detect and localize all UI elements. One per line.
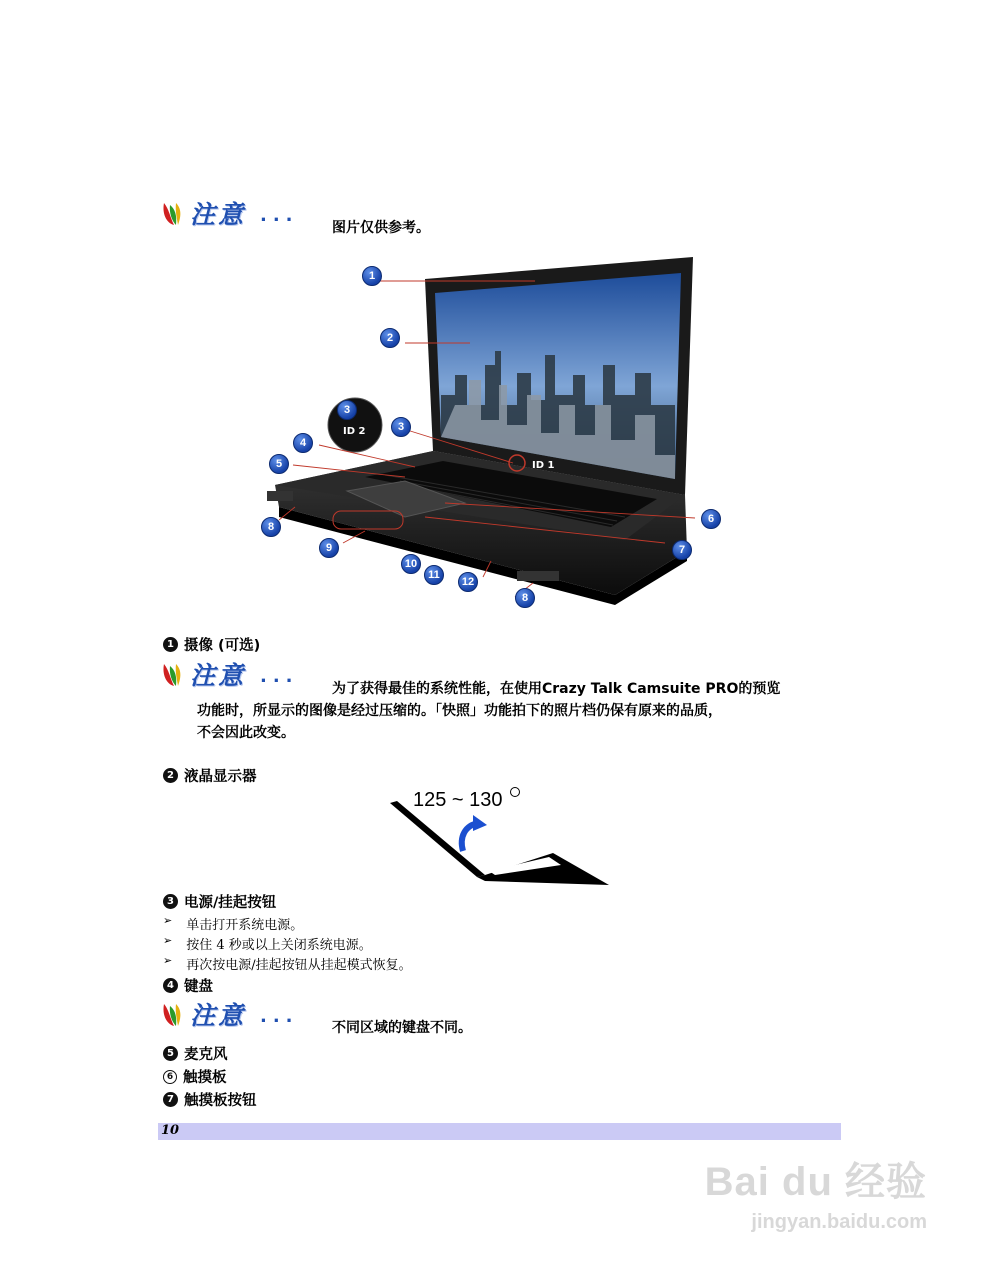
section-title: 摄像 (可选) [184, 638, 261, 654]
callout-11: 11 [424, 565, 444, 585]
section-microphone [163, 1043, 228, 1064]
callout-9: 9 [319, 538, 339, 558]
section-power [163, 891, 276, 912]
intro-note: 图片仅供参考。 [332, 220, 430, 236]
notice-badge [160, 658, 310, 694]
notice-title: 注意 [190, 1001, 247, 1030]
callout-8-left: 8 [261, 517, 281, 537]
callout-3-inset: 3 [337, 400, 357, 420]
angle-diagram [385, 785, 615, 890]
bullet-text: 单击打开系统电源。 [186, 918, 304, 933]
section-number: 5 [163, 1046, 178, 1061]
watermark-brand: Bai du 经验 [704, 1160, 927, 1204]
arrow-bullet-icon: ➢ [163, 934, 173, 947]
degree-icon [510, 787, 520, 797]
callout-2: 2 [380, 328, 400, 348]
section-title: 电源/挂起按钮 [184, 895, 277, 911]
bullet-text: 再次按电源/挂起按钮从挂起模式恢复。 [186, 958, 412, 973]
section-lcd [163, 765, 257, 786]
section-number: 6 [163, 1070, 177, 1084]
section-number: 4 [163, 978, 178, 993]
camera-note-line3: 不会因此改变。 [197, 725, 295, 741]
section-number: 3 [163, 894, 178, 909]
watermark [705, 1150, 927, 1234]
callout-6: 6 [701, 509, 721, 529]
camera-note-line1: 为了获得最佳的系统性能，在使用Crazy Talk Camsuite PRO的预览 [332, 681, 781, 697]
notice-dots: ... [260, 666, 299, 687]
arrow-bullet-icon: ➢ [163, 954, 173, 967]
notice-title: 注意 [190, 661, 247, 690]
notice-dots: ... [260, 1006, 299, 1027]
inset-label: ID 2 [343, 426, 366, 437]
notice-leaf-icon [160, 660, 186, 688]
section-number: 7 [163, 1092, 178, 1107]
callout-5: 5 [269, 454, 289, 474]
section-number: 1 [163, 637, 178, 652]
bullet-text: 按住 4 秒或以上关闭系统电源。 [186, 938, 372, 953]
section-camera [163, 634, 260, 655]
bullet-item [163, 914, 303, 933]
callout-3: 3 [391, 417, 411, 437]
section-title: 键盘 [184, 979, 213, 995]
arrow-bullet-icon: ➢ [163, 914, 173, 927]
laptop-figure [255, 255, 735, 610]
callout-12: 12 [458, 572, 478, 592]
notice-badge [160, 197, 310, 233]
section-keyboard [163, 975, 213, 996]
notice-badge [160, 998, 310, 1034]
section-title: 麦克风 [184, 1047, 228, 1063]
callout-8-front: 8 [515, 588, 535, 608]
bullet-item [163, 934, 372, 953]
watermark-url: jingyan.baidu.com [751, 1211, 927, 1233]
section-number: 2 [163, 768, 178, 783]
keyboard-note: 不同区域的键盘不同。 [332, 1020, 472, 1036]
footer-bar [158, 1123, 841, 1140]
camera-note-line2: 功能时，所显示的图像是经过压缩的。「快照」功能拍下的照片档仍保有原来的品质， [197, 703, 722, 719]
section-title: 触摸板 [183, 1070, 227, 1086]
angle-label: 125 ~ 130 [413, 789, 503, 811]
section-title: 触摸板按钮 [184, 1093, 257, 1109]
section-touchpad-buttons [163, 1089, 257, 1110]
section-touchpad [163, 1066, 227, 1087]
page-number: 10 [161, 1123, 180, 1138]
section-title: 液晶显示器 [184, 769, 257, 785]
callout-7: 7 [672, 540, 692, 560]
notice-leaf-icon [160, 199, 186, 227]
callout-10: 10 [401, 554, 421, 574]
notice-dots: ... [260, 205, 299, 226]
notice-leaf-icon [160, 1000, 186, 1028]
bullet-item [163, 954, 412, 973]
callout-1: 1 [362, 266, 382, 286]
notice-title: 注意 [190, 200, 247, 229]
main-label: ID 1 [532, 460, 555, 471]
callout-4: 4 [293, 433, 313, 453]
